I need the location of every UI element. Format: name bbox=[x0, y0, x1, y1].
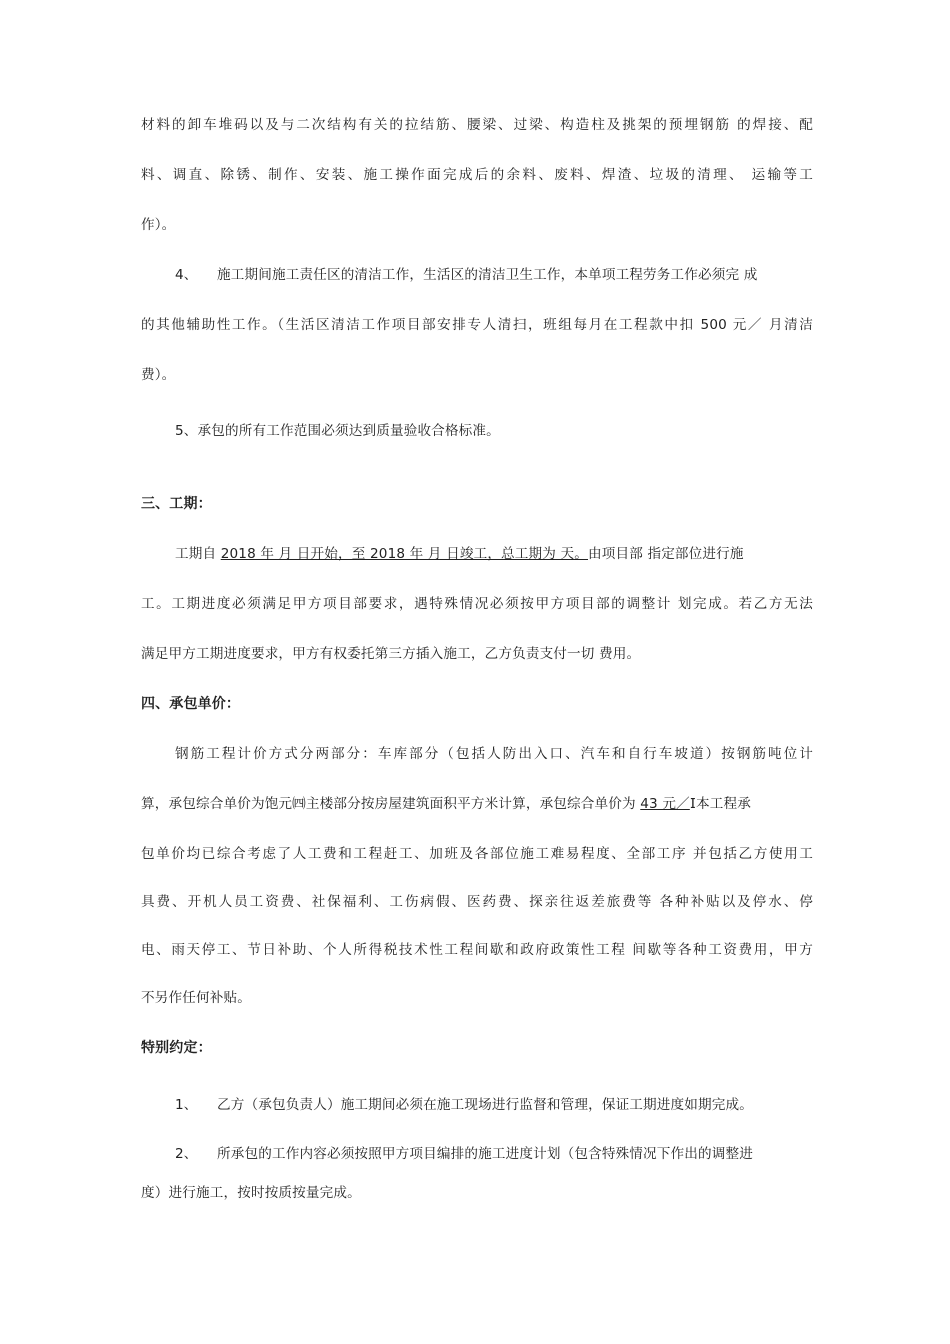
text-run: 由项目部 指定部位进行施 bbox=[588, 546, 744, 562]
paragraph-line: 包单价均已综合考虑了人工费和工程赶工、加班及各部位施工难易程度、全部工序 并包括乙方使用工 bbox=[141, 846, 813, 862]
list-item-4 bbox=[175, 262, 813, 288]
paragraph-line bbox=[141, 791, 813, 817]
paragraph-line: 作）。 bbox=[141, 217, 176, 233]
underlined-dates: 2018 年 月 日开始，至 2018 年 月 日竣工，总工期为 天。 bbox=[220, 546, 588, 562]
section-heading-schedule: 三、工期： bbox=[141, 496, 212, 512]
list-item-number: 4、 bbox=[175, 267, 198, 283]
paragraph-line: 的其他辅助性工作。（生活区清洁工作项目部安排专人清扫，班组每月在工程款中扣 500 元／ 月清洁 bbox=[141, 317, 813, 333]
list-item-text: 施工期间施工责任区的清洁工作，生活区的清洁卫生工作，本单项工程劳务工作必须完 成 bbox=[217, 267, 758, 283]
paragraph-line bbox=[175, 541, 813, 567]
text-run: 工期自 bbox=[175, 546, 221, 562]
paragraph-line: 度）进行施工，按时按质按量完成。 bbox=[141, 1185, 361, 1201]
underlined-price: 43 元／ bbox=[640, 796, 690, 812]
section-heading-unit-price: 四、承包单价： bbox=[141, 696, 241, 712]
paragraph-line: 不另作任何补贴。 bbox=[141, 990, 251, 1006]
paragraph-line: 钢筋工程计价方式分两部分：车库部分（包括人防出入口、汽车和自行车坡道）按钢筋吨位计 bbox=[175, 746, 813, 762]
list-item-2 bbox=[175, 1141, 813, 1167]
paragraph-line: 料、调直、除锈、制作、安装、施工操作面完成后的余料、废料、焊渣、垃圾的清理、 运输等工 bbox=[141, 167, 813, 183]
list-item-1 bbox=[175, 1092, 813, 1118]
paragraph-line: 费）。 bbox=[141, 367, 176, 383]
paragraph-line: 满足甲方工期进度要求，甲方有权委托第三方插入施工，乙方负责支付一切 费用。 bbox=[141, 646, 641, 662]
section-heading-special-terms: 特别约定： bbox=[141, 1040, 212, 1056]
paragraph-line: 工。工期进度必须满足甲方项目部要求，遇特殊情况必须按甲方项目部的调整计 划完成。若乙方无法 bbox=[141, 596, 813, 612]
text-run: 算，承包综合单价为饱元㈣主楼部分按房屋建筑面积平方米计算，承包综合单价为 bbox=[141, 796, 641, 812]
text-run: 𝖨本工程承 bbox=[689, 796, 751, 812]
paragraph-line: 材料的卸车堆码以及与二次结构有关的拉结筋、腰梁、过梁、构造柱及挑架的预埋钢筋 的焊接、配 bbox=[141, 117, 813, 133]
list-item-text: 所承包的工作内容必须按照甲方项目编排的施工进度计划（包含特殊情况下作出的调整进 bbox=[217, 1146, 754, 1162]
paragraph-line: 具费、开机人员工资费、社保福利、工伤病假、医药费、探亲往返差旅费等 各种补贴以及停水、停 bbox=[141, 894, 813, 910]
list-item-number: 1、 bbox=[175, 1097, 198, 1113]
list-item-5: 5、承包的所有工作范围必须达到质量验收合格标准。 bbox=[175, 423, 500, 439]
paragraph-line: 电、雨天停工、节日补助、个人所得税技术性工程间歇和政府政策性工程 间歇等各种工资费用，甲方 bbox=[141, 942, 813, 958]
list-item-text: 乙方（承包负责人）施工期间必须在施工现场进行监督和管理，保证工期进度如期完成。 bbox=[217, 1097, 754, 1113]
list-item-number: 2、 bbox=[175, 1146, 198, 1162]
